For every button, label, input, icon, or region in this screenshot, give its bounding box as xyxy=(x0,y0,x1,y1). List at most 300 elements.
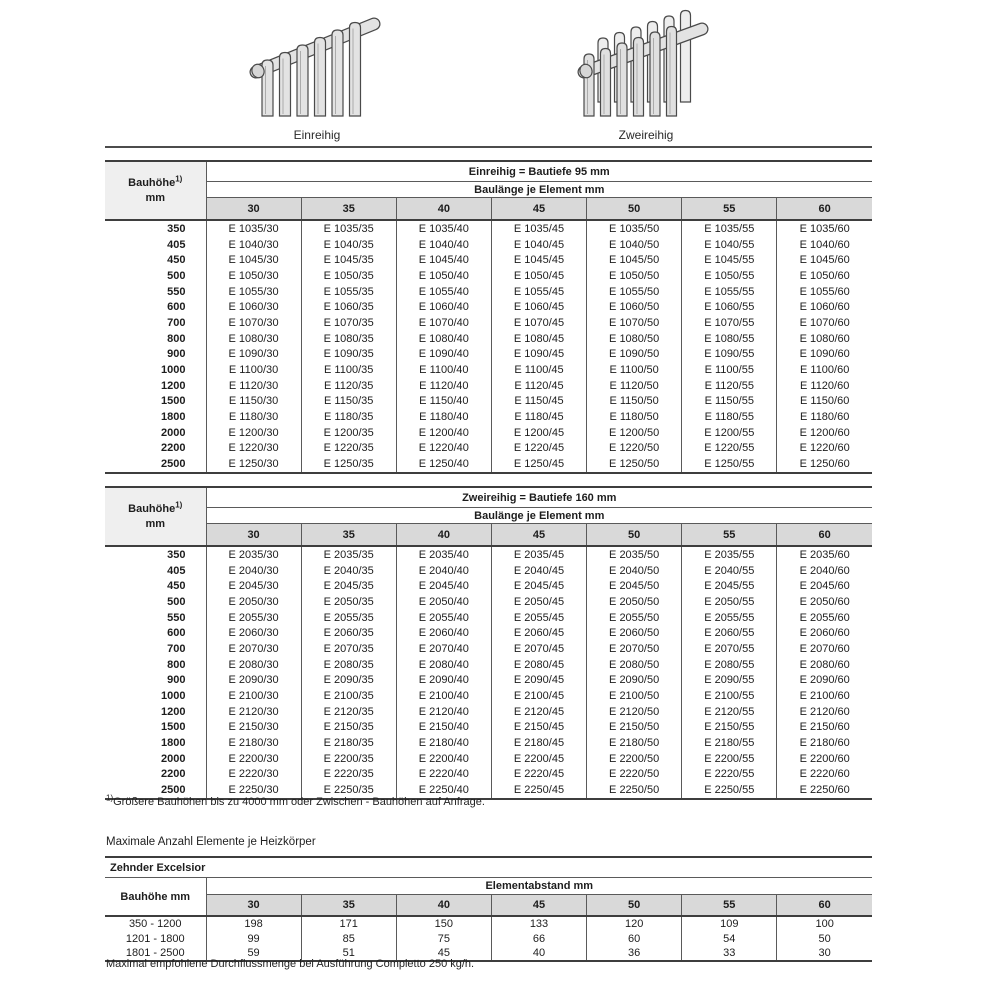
column-header-row xyxy=(105,895,872,917)
row-header: 800 xyxy=(167,658,186,671)
cell: E 2040/35 xyxy=(301,563,396,579)
table-row xyxy=(105,409,872,425)
cell: E 2055/35 xyxy=(301,610,396,626)
cell: E 2050/45 xyxy=(491,594,586,610)
cell: E 1045/60 xyxy=(777,252,872,268)
max-elements-table-body xyxy=(105,916,872,961)
cell: E 2050/40 xyxy=(396,594,491,610)
cell: E 1055/60 xyxy=(777,284,872,300)
cell: 75 xyxy=(396,931,491,945)
einreihig-table-body xyxy=(105,220,872,473)
row-header: 700 xyxy=(167,642,186,655)
cell: 50 xyxy=(777,931,872,945)
cell: E 2090/45 xyxy=(491,673,586,689)
table-title-row xyxy=(105,878,872,895)
cell: E 2035/35 xyxy=(301,546,396,563)
cell: E 2080/50 xyxy=(587,657,682,673)
cell: E 2180/30 xyxy=(206,735,301,751)
cell: E 1180/30 xyxy=(206,409,301,425)
column-header: 45 xyxy=(491,524,586,547)
cell: E 1060/50 xyxy=(587,299,682,315)
table-row xyxy=(105,735,872,751)
cell: E 2150/55 xyxy=(682,720,777,736)
column-header: 35 xyxy=(301,895,396,917)
cell: E 2060/35 xyxy=(301,625,396,641)
cell: E 2055/30 xyxy=(206,610,301,626)
cell: E 2040/50 xyxy=(587,563,682,579)
cell: E 2090/30 xyxy=(206,673,301,689)
table-row xyxy=(105,546,872,563)
cell: E 1250/60 xyxy=(777,456,872,473)
table-row xyxy=(105,315,872,331)
cell: E 2035/30 xyxy=(206,546,301,563)
table-row xyxy=(105,720,872,736)
cell: E 1090/60 xyxy=(777,347,872,363)
column-header: 35 xyxy=(301,198,396,221)
cell: 66 xyxy=(491,931,586,945)
cell: E 2200/30 xyxy=(206,751,301,767)
table-row xyxy=(105,331,872,347)
cell: E 2200/55 xyxy=(682,751,777,767)
row-header: 1200 xyxy=(161,705,186,718)
cell: E 2060/50 xyxy=(587,625,682,641)
column-header: 55 xyxy=(682,895,777,917)
cell: E 2080/55 xyxy=(682,657,777,673)
column-header: 35 xyxy=(301,524,396,547)
cell: 33 xyxy=(682,946,777,961)
cell: E 1100/35 xyxy=(301,362,396,378)
table-row xyxy=(105,688,872,704)
section-heading: Maximale Anzahl Elemente je Heizkörper xyxy=(106,836,316,848)
cell: E 2055/55 xyxy=(682,610,777,626)
cell: E 2080/45 xyxy=(491,657,586,673)
cell: E 2220/35 xyxy=(301,767,396,783)
row-header-title xyxy=(105,161,206,220)
table-row xyxy=(105,657,872,673)
cell: E 2250/60 xyxy=(777,782,872,799)
cell: E 2060/55 xyxy=(682,625,777,641)
table-row xyxy=(105,378,872,394)
table-row xyxy=(105,625,872,641)
cell: E 1150/40 xyxy=(396,394,491,410)
column-header-row xyxy=(105,524,872,547)
cell: E 2070/35 xyxy=(301,641,396,657)
cell: E 1090/45 xyxy=(491,347,586,363)
column-header: 55 xyxy=(682,524,777,547)
column-header: 45 xyxy=(491,895,586,917)
table-row xyxy=(105,578,872,594)
cell: E 2100/40 xyxy=(396,688,491,704)
cell: E 2120/30 xyxy=(206,704,301,720)
cell: E 1200/50 xyxy=(587,425,682,441)
cell: E 1040/35 xyxy=(301,237,396,253)
cell: E 2070/60 xyxy=(777,641,872,657)
cell: E 1055/55 xyxy=(682,284,777,300)
cell: E 2035/45 xyxy=(491,546,586,563)
cell: 85 xyxy=(301,931,396,945)
cell: E 2200/50 xyxy=(587,751,682,767)
footnote xyxy=(106,793,485,808)
row-header: 350 xyxy=(167,548,186,561)
row-header-name: Bauhöhe xyxy=(128,502,176,515)
cell: E 2220/40 xyxy=(396,767,491,783)
cell: E 2035/50 xyxy=(587,546,682,563)
cell: E 1050/40 xyxy=(396,268,491,284)
cell: E 2180/60 xyxy=(777,735,872,751)
row-header-footnote-marker: 1) xyxy=(175,174,183,183)
cell: E 1150/45 xyxy=(491,394,586,410)
cell: E 1150/55 xyxy=(682,394,777,410)
table-row xyxy=(105,394,872,410)
cell: E 2220/60 xyxy=(777,767,872,783)
cell: E 1220/55 xyxy=(682,441,777,457)
row-header: 550 xyxy=(167,285,186,298)
cell: E 1100/40 xyxy=(396,362,491,378)
double-row-radiator-figure xyxy=(572,2,720,142)
row-header: 2500 xyxy=(161,458,186,471)
cell: E 1220/30 xyxy=(206,441,301,457)
cell: E 1080/60 xyxy=(777,331,872,347)
cell: E 2100/30 xyxy=(206,688,301,704)
cell: E 1220/40 xyxy=(396,441,491,457)
row-header: 2200 xyxy=(161,768,186,781)
cell: E 1200/40 xyxy=(396,425,491,441)
cell: E 1090/50 xyxy=(587,347,682,363)
cell: E 2180/50 xyxy=(587,735,682,751)
cell: E 1180/40 xyxy=(396,409,491,425)
cell: 59 xyxy=(206,946,301,961)
table-subtitle-row xyxy=(105,182,872,198)
cell: E 2045/45 xyxy=(491,578,586,594)
table-row xyxy=(105,456,872,473)
cell: E 1120/45 xyxy=(491,378,586,394)
cell: E 1055/50 xyxy=(587,284,682,300)
cell: 100 xyxy=(777,916,872,931)
cell: E 2220/55 xyxy=(682,767,777,783)
column-header: 50 xyxy=(587,895,682,917)
cell: E 2060/30 xyxy=(206,625,301,641)
cell: E 2200/60 xyxy=(777,751,872,767)
cell: E 1120/50 xyxy=(587,378,682,394)
cell: E 1040/45 xyxy=(491,237,586,253)
table-row xyxy=(105,610,872,626)
table-row xyxy=(105,704,872,720)
row-header: 2000 xyxy=(161,752,186,765)
cell: E 1045/40 xyxy=(396,252,491,268)
cell: E 2035/55 xyxy=(682,546,777,563)
cell: E 2100/50 xyxy=(587,688,682,704)
cell: E 2050/35 xyxy=(301,594,396,610)
cell: E 2250/50 xyxy=(587,782,682,799)
cell: 150 xyxy=(396,916,491,931)
cell: E 1080/45 xyxy=(491,331,586,347)
row-header: 350 - 1200 xyxy=(128,918,182,931)
cell: E 1120/55 xyxy=(682,378,777,394)
table-row xyxy=(105,268,872,284)
cell: E 1120/35 xyxy=(301,378,396,394)
column-header: 45 xyxy=(491,198,586,221)
cell: E 1080/35 xyxy=(301,331,396,347)
cell: E 1250/40 xyxy=(396,456,491,473)
cell: E 1035/45 xyxy=(491,220,586,237)
row-header: 600 xyxy=(167,301,186,314)
cell: E 1045/55 xyxy=(682,252,777,268)
cell: E 1045/50 xyxy=(587,252,682,268)
cell: E 1150/30 xyxy=(206,394,301,410)
cell: E 2100/55 xyxy=(682,688,777,704)
row-header: 500 xyxy=(167,595,186,608)
table-row xyxy=(105,347,872,363)
cell: E 1100/50 xyxy=(587,362,682,378)
cell: E 2055/45 xyxy=(491,610,586,626)
max-elements-table-section xyxy=(105,856,872,962)
cell: E 1070/40 xyxy=(396,315,491,331)
cell: E 2060/60 xyxy=(777,625,872,641)
row-header: 800 xyxy=(167,332,186,345)
cell: E 1180/45 xyxy=(491,409,586,425)
cell: E 1055/45 xyxy=(491,284,586,300)
cell: E 2070/55 xyxy=(682,641,777,657)
column-header: 50 xyxy=(587,198,682,221)
cell: E 1200/45 xyxy=(491,425,586,441)
table-row xyxy=(105,237,872,253)
cell: E 1120/60 xyxy=(777,378,872,394)
row-header: 350 xyxy=(167,222,186,235)
cell: E 2250/30 xyxy=(206,782,301,799)
table-subtitle-row xyxy=(105,508,872,524)
row-header-unit: mm xyxy=(145,191,166,204)
row-header: 2000 xyxy=(161,426,186,439)
cell: E 1220/60 xyxy=(777,441,872,457)
cell: E 2090/55 xyxy=(682,673,777,689)
cell: E 1040/60 xyxy=(777,237,872,253)
cell: E 1250/35 xyxy=(301,456,396,473)
cell: E 1070/30 xyxy=(206,315,301,331)
cell: E 1060/45 xyxy=(491,299,586,315)
cell: 51 xyxy=(301,946,396,961)
cell: E 1060/40 xyxy=(396,299,491,315)
cell: E 2040/60 xyxy=(777,563,872,579)
table-row xyxy=(105,931,872,945)
column-header: 40 xyxy=(396,895,491,917)
cell: E 1150/50 xyxy=(587,394,682,410)
cell: E 2040/45 xyxy=(491,563,586,579)
cell: E 2045/55 xyxy=(682,578,777,594)
cell: E 2070/45 xyxy=(491,641,586,657)
column-header: 30 xyxy=(206,198,301,221)
table-row xyxy=(105,767,872,783)
column-header: 40 xyxy=(396,198,491,221)
cell: 45 xyxy=(396,946,491,961)
cell: E 1200/60 xyxy=(777,425,872,441)
cell: E 1180/55 xyxy=(682,409,777,425)
cell: E 2035/40 xyxy=(396,546,491,563)
cell: 60 xyxy=(587,931,682,945)
cell: E 1090/35 xyxy=(301,347,396,363)
cell: E 1050/60 xyxy=(777,268,872,284)
column-header: 30 xyxy=(206,895,301,917)
table-row xyxy=(105,563,872,579)
cell: E 2150/30 xyxy=(206,720,301,736)
cell: 198 xyxy=(206,916,301,931)
cell: E 2045/50 xyxy=(587,578,682,594)
zweireihig-table-body xyxy=(105,546,872,799)
cell: E 1055/35 xyxy=(301,284,396,300)
row-header: 450 xyxy=(167,580,186,593)
row-header: 550 xyxy=(167,611,186,624)
row-header: 1200 xyxy=(161,379,186,392)
cell: E 2060/45 xyxy=(491,625,586,641)
table-row xyxy=(105,641,872,657)
cell: E 1035/50 xyxy=(587,220,682,237)
cell: E 1100/55 xyxy=(682,362,777,378)
column-header-row xyxy=(105,198,872,221)
cell: E 1050/35 xyxy=(301,268,396,284)
row-header: 900 xyxy=(167,348,186,361)
single-row-figure-label: Einreihig xyxy=(293,128,341,142)
cell: E 1035/35 xyxy=(301,220,396,237)
cell: E 2055/60 xyxy=(777,610,872,626)
flow-rate-note: Maximal empfohlene Durchflussmenge bei Ausführung Completto 250 kg/h. xyxy=(106,958,475,970)
cell: E 1035/60 xyxy=(777,220,872,237)
cell: E 2180/45 xyxy=(491,735,586,751)
table-title-row xyxy=(105,487,872,508)
einreihig-table xyxy=(105,160,872,474)
cell: E 1060/60 xyxy=(777,299,872,315)
max-elements-table xyxy=(105,856,872,962)
row-header: 900 xyxy=(167,674,186,687)
cell: E 2100/35 xyxy=(301,688,396,704)
cell: E 2200/40 xyxy=(396,751,491,767)
cell: 40 xyxy=(491,946,586,961)
row-header: 1800 xyxy=(161,737,186,750)
table-row xyxy=(105,252,872,268)
cell: E 2180/40 xyxy=(396,735,491,751)
cell: E 2100/60 xyxy=(777,688,872,704)
cell: E 2120/55 xyxy=(682,704,777,720)
cell: 30 xyxy=(777,946,872,961)
cell: E 1090/55 xyxy=(682,347,777,363)
row-header: 1201 - 1800 xyxy=(125,932,185,945)
table-row xyxy=(105,425,872,441)
column-header: 30 xyxy=(206,524,301,547)
cell: 133 xyxy=(491,916,586,931)
cell: E 1180/50 xyxy=(587,409,682,425)
cell: E 2120/60 xyxy=(777,704,872,720)
cell: E 1250/50 xyxy=(587,456,682,473)
cell: E 2200/35 xyxy=(301,751,396,767)
cell: E 2080/40 xyxy=(396,657,491,673)
row-header: 450 xyxy=(167,254,186,267)
single-row-radiator-icon xyxy=(248,6,386,120)
row-header: 700 xyxy=(167,316,186,329)
row-header: 405 xyxy=(167,564,186,577)
cell: E 1180/60 xyxy=(777,409,872,425)
column-header: 60 xyxy=(777,895,872,917)
cell: 120 xyxy=(587,916,682,931)
cell: E 1100/60 xyxy=(777,362,872,378)
double-row-radiator-icon xyxy=(572,2,720,120)
row-header: 2200 xyxy=(161,442,186,455)
table-title-row xyxy=(105,161,872,182)
cell: E 2070/30 xyxy=(206,641,301,657)
cell: E 2120/45 xyxy=(491,704,586,720)
cell: E 2050/60 xyxy=(777,594,872,610)
cell: E 2200/45 xyxy=(491,751,586,767)
cell: 109 xyxy=(682,916,777,931)
table-row xyxy=(105,299,872,315)
row-header-footnote-marker: 1) xyxy=(175,500,183,509)
cell: 171 xyxy=(301,916,396,931)
cell: E 1070/55 xyxy=(682,315,777,331)
double-row-figure-label: Zweireihig xyxy=(618,128,674,142)
cell: E 2150/60 xyxy=(777,720,872,736)
cell: E 1100/30 xyxy=(206,362,301,378)
cell: E 2090/60 xyxy=(777,673,872,689)
cell: E 1035/30 xyxy=(206,220,301,237)
cell: E 1040/40 xyxy=(396,237,491,253)
cell: E 2045/30 xyxy=(206,578,301,594)
cell: E 1120/40 xyxy=(396,378,491,394)
horizontal-rule xyxy=(105,146,872,148)
table-subtitle: Baulänge je Element mm xyxy=(206,182,872,198)
column-header: 60 xyxy=(777,198,872,221)
cell: E 2100/45 xyxy=(491,688,586,704)
cell: E 2080/35 xyxy=(301,657,396,673)
cell: E 1050/45 xyxy=(491,268,586,284)
cell: E 1040/30 xyxy=(206,237,301,253)
cell: E 2090/40 xyxy=(396,673,491,689)
table-row xyxy=(105,362,872,378)
cell: E 2220/30 xyxy=(206,767,301,783)
cell: E 1200/35 xyxy=(301,425,396,441)
cell: E 2250/55 xyxy=(682,782,777,799)
cell: E 2150/35 xyxy=(301,720,396,736)
cell: E 2180/55 xyxy=(682,735,777,751)
cell: E 1035/55 xyxy=(682,220,777,237)
cell: E 2055/40 xyxy=(396,610,491,626)
cell: E 2120/40 xyxy=(396,704,491,720)
einreihig-table-section xyxy=(105,160,872,474)
table-row xyxy=(105,284,872,300)
cell: E 1070/45 xyxy=(491,315,586,331)
cell: E 2040/55 xyxy=(682,563,777,579)
cell: E 2070/50 xyxy=(587,641,682,657)
cell: E 2080/30 xyxy=(206,657,301,673)
row-header: 1500 xyxy=(161,721,186,734)
row-header-name: Bauhöhe xyxy=(128,176,176,189)
cell: E 1080/55 xyxy=(682,331,777,347)
cell: E 2090/35 xyxy=(301,673,396,689)
row-header: 600 xyxy=(167,627,186,640)
cell: E 2035/60 xyxy=(777,546,872,563)
column-header: 55 xyxy=(682,198,777,221)
cell: E 1080/50 xyxy=(587,331,682,347)
cell: E 2250/40 xyxy=(396,782,491,799)
row-header: 1801 - 2500 xyxy=(125,946,185,959)
cell: E 1045/45 xyxy=(491,252,586,268)
cell: E 2070/40 xyxy=(396,641,491,657)
cell: E 1200/30 xyxy=(206,425,301,441)
cell: E 1070/50 xyxy=(587,315,682,331)
cell: E 1150/35 xyxy=(301,394,396,410)
cell: E 2150/50 xyxy=(587,720,682,736)
table-row xyxy=(105,220,872,237)
footnote-text: Größere Bauhöhen bis zu 4000 mm oder Zwischen - Bauhöhen auf Anfrage. xyxy=(113,796,485,808)
cell: E 1090/40 xyxy=(396,347,491,363)
row-header-unit: mm xyxy=(145,517,166,530)
row-header: 1800 xyxy=(161,411,186,424)
